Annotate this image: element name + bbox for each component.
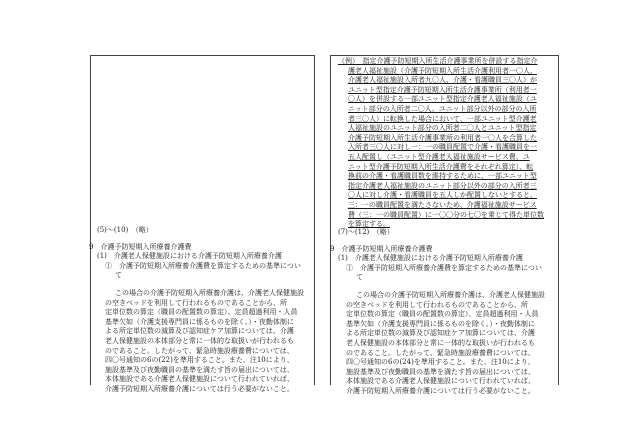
body-line: 老人保健施設の本体部分と常に一体的な取扱いが行われるも [346, 338, 535, 347]
left-column [89, 226, 309, 395]
body-line: の空きベッドを利用して行われるものであることから、所 [346, 300, 528, 309]
right-column [330, 228, 553, 397]
center-divider-2 [330, 55, 331, 385]
example-line: 指定介護老人福祉施設のユニット部分以外の部分の入所者三 [348, 181, 537, 190]
body-line: よる所定単位数の減算及び認知症ケア加算については、介護 [346, 329, 535, 338]
item-1a: ① 介護予防短期入所療養介護費を算定するための基準につい [105, 261, 301, 270]
body-line: この場合の介護予防短期入所療養介護は、介護老人保健施設 [115, 288, 304, 297]
body-line: この場合の介護予防短期入所療養介護は、介護老人保健施設 [356, 290, 545, 299]
body-line: 介護予防短期入所療養介護については行う必要がないこと。 [105, 384, 294, 393]
body-line: 老人保健施設の本体部分と常に一体的な取扱いが行われるも [105, 336, 294, 345]
item-1: (1) 介護老人保健施設における介護予防短期入所療養介護 [338, 254, 523, 263]
subitem-range: (5)～(10) （略） [97, 226, 153, 234]
example-line: 入所者三〇人に対し一：一の職員配置で介護・看護職員を一 [348, 143, 537, 152]
example-line: ニット型介護予防短期入所生活介護費をそれぞれ算定）、転 [348, 162, 534, 171]
example-block [338, 57, 553, 230]
table-top-border-right [330, 55, 558, 56]
body-line: 施設基準及び夜勤職員の基準を満たす旨の届出については、 [105, 365, 294, 374]
body-line: 四〇号通知の6の(22)を準用すること。また、注10により、 [105, 356, 294, 365]
example-line: 護老人福祉施設（介護予防短期入所生活介護利用者一〇人、 [348, 66, 537, 75]
body-line: のであること。したがって、緊急時施設療養費については、 [105, 346, 294, 355]
example-line: 五人配置し（ユニット型介護老人福祉施設サービス費、ユ [348, 152, 530, 161]
body-line: 本体施設である介護老人保健施設について行われていれば、 [346, 377, 535, 386]
center-divider [314, 55, 315, 385]
example-line: 費（三：一の職員配置）に一〇〇分の七〇を乗じて得た単位数 [348, 210, 544, 219]
right-column-border [558, 55, 559, 385]
example-line: 介護予防短期入所生活介護事業所の利用者一〇人を合算した [348, 133, 537, 142]
item-1a-cont: て [115, 271, 122, 280]
item-1a-cont: て [356, 273, 363, 282]
body-line: よる所定単位数の減算及び認知症ケア加算については、介護 [105, 327, 294, 336]
example-line: 換前の介護・看護職員数を維持するために、一部ユニット型 [348, 172, 537, 181]
body-line: 本体施設である介護老人保健施設について行われていれば、 [105, 375, 294, 384]
item-1a: ① 介護予防短期入所療養介護費を算定するための基準につい [346, 263, 542, 272]
body-line: 基準欠如（介護支援専門員に係るものを除く。）・夜勤体制に [105, 317, 294, 326]
example-line: を算定する。 [348, 220, 390, 229]
body-line: 施設基準及び夜勤職員の基準を満たす旨の届出については、 [346, 367, 535, 376]
example-line: 〇人）を併設する一部ユニット型指定介護老人福祉施設（ユ [348, 95, 537, 104]
body-line: の空きベッドを利用して行われるものであることから、所 [105, 298, 287, 307]
item-1: (1) 介護老人保健施設における介護予防短期入所療養介護 [97, 252, 282, 261]
body-line: 定単位数の算定（職員の配置数の算定）、定員超過利用・人員 [346, 310, 539, 319]
example-line: ユニット型指定介護予防短期入所生活介護事業所（利用者一 [348, 85, 537, 94]
example-line: 三：一の職員配置を満たさないため、介護福祉施設サービス [348, 200, 537, 209]
subitem-range: (7)～(12) （略） [338, 228, 394, 236]
body-line: のであること。したがって、緊急時施設療養費については、 [346, 348, 535, 357]
example-line: ニット部分の入所者二〇人、ユニット部分以外の部分の入所 [348, 104, 537, 113]
example-line: 者三〇人）に転換した場合において、一部ユニット型介護老 [348, 114, 537, 123]
body-line: 定単位数の算定（職員の配置数の算定）、定員超過利用・人員 [105, 308, 298, 317]
example-line: （例） 指定介護予防短期入所生活介護事業所を併設する指定介 [338, 57, 538, 65]
body-line: 基準欠如（介護支援専門員に係るものを除く。）・夜勤体制に [346, 319, 535, 328]
body-line: 介護予防短期入所療養介護については行う必要がないこと。 [346, 386, 535, 395]
left-column-border [90, 55, 91, 385]
body-line: 四〇号通知の6の(24)を準用すること。また、注10により、 [346, 358, 535, 367]
example-line: 介護老人福祉施設入所者九〇人、介護・看護職員三〇人）が [348, 76, 537, 85]
example-line: 〇人に対し介護・看護職員を五人しか配置しないとすると、 [348, 191, 537, 200]
section-title: 9 介護予防短期入所療養介護費 [330, 244, 433, 253]
example-line: 人福祉施設のユニット部分の入所者二〇人とユニット型指定 [348, 124, 537, 133]
table-top-border-left [90, 55, 314, 56]
section-title: 9 介護予防短期入所療養介護費 [89, 242, 192, 251]
